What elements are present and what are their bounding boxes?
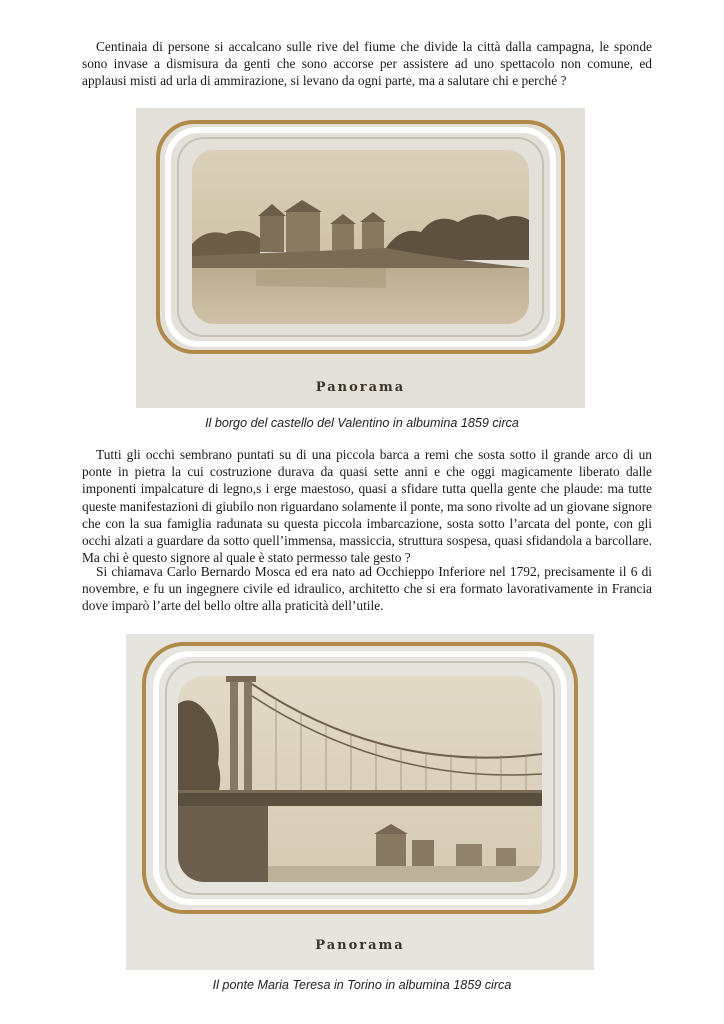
figure-caption: Il borgo del castello del Valentino in albumina 1859 circa <box>205 416 519 430</box>
card-label-panorama: Panorama <box>315 938 405 953</box>
intro-paragraph: Centinaia di persone si accalcano sulle rive del fiume che divide la città dalla campagna, le sponde sono invase a dismisura da genti che sono accorse per assistere ad uno spettacolo non comune, ed applausi misti ad urla di ammirazione, si levano da ogni parte, ma a salutare chi e perché ? <box>82 39 652 89</box>
card-label-panorama: Panorama <box>315 380 406 395</box>
body-paragraph: Si chiamava Carlo Bernardo Mosca ed era nato ad Occhieppo Inferiore nel 1792, precisamente il 6 di novembre, e fu un ingegnere civile ed idraulico, architetto che si era formato lavorativamente in Francia dove imparò l’arte del bello oltre alla praticità dell’utile. <box>82 564 652 614</box>
photo-maria-teresa-bridge <box>126 634 594 970</box>
photo-bridge-image <box>126 634 594 970</box>
photo-valentino-castle <box>136 108 585 408</box>
figure-caption: Il ponte Maria Teresa in Torino in albumina 1859 circa <box>212 978 512 992</box>
body-paragraph: Tutti gli occhi sembrano puntati su di una piccola barca a remi che sosta sotto il grande arco di un ponte in pietra la cui costruzione durava da quasi sette anni e che oggi magicamente liberato dalle imponenti impalcature di legno,s i erge maestoso, quasi a sfidare tutta quella gente che plaude: ma tutte queste manifestazioni di giubilo non riguardano solamente il ponte, ma sono rivolte ad un giovane signore che con la sua famiglia radunata su questa piccola imbarcazione, sosta sotto l’arcata del ponte, con gli occhi alzati a guardare da sotto quell’immensa, massiccia, struttura sospesa, quasi sfidandola a barcollare. Ma chi è questo signore al quale è stato permesso tale gesto ? <box>82 447 652 566</box>
photo-valentino-image <box>136 108 585 408</box>
